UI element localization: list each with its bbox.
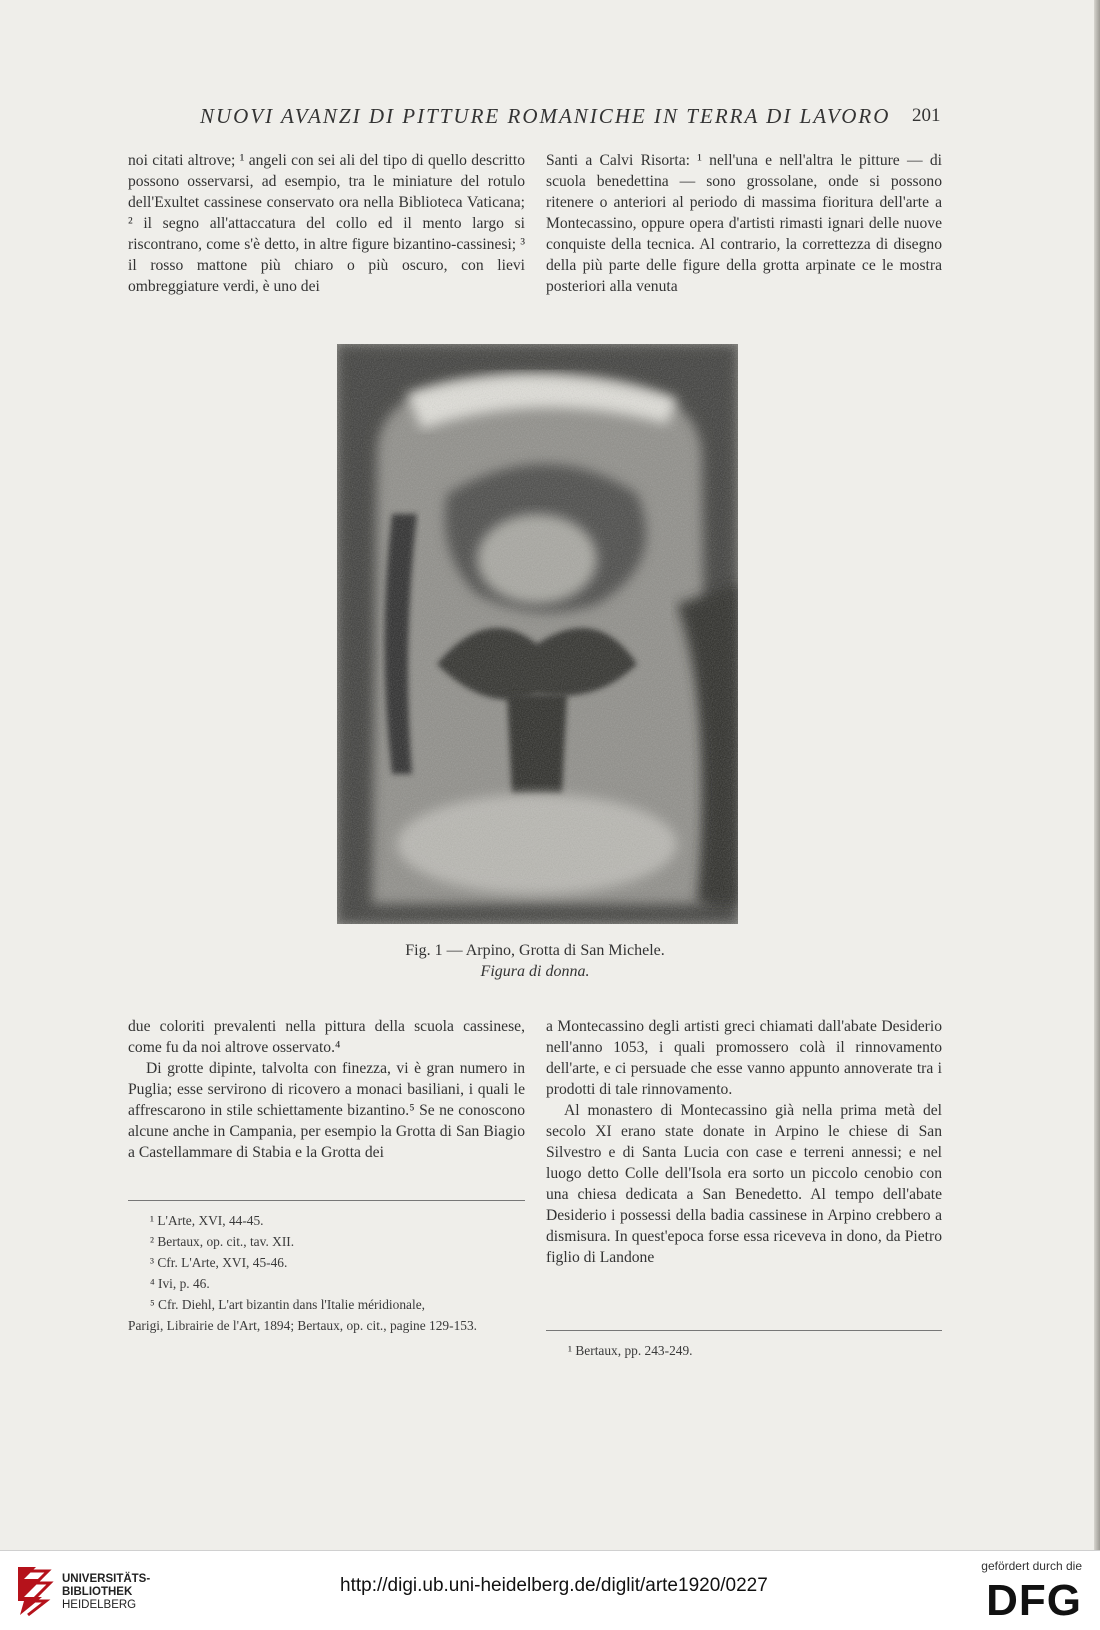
paragraph: Al monastero di Montecassino già nella prima metà del secolo XI erano state donate in Arpino le chiese di San Silvestro e di Santa Lucia con case e terreni annessi; e nel luogo detto Colle dell'Isola era sorto un piccolo cenobio con una chiesa dedicata a San Benedetto. Al tempo dell'abate Desiderio i possessi della badia cassinese in Arpino crebbero a dismisura. In quest'epoca forse essa riceveva in dono, da Pietro figlio di Landone [546, 1102, 942, 1266]
paragraph: Di grotte dipinte, talvolta con finezza, vi è gran numero in Puglia; esse servirono di ricovero a monaci basiliani, i quali le affrescarono in stile schiettamente bizantino.⁵ Se ne conoscono alcune anche in Campania, per esempio la Grotta di San Biagio a Castellammare di Stabia e la Grotta dei [128, 1060, 525, 1161]
page-edge-shadow [1094, 0, 1100, 1550]
bottom-left-column [128, 1016, 525, 1163]
footnote: ² Bertaux, op. cit., tav. XII. [150, 1234, 295, 1249]
library-line: UNIVERSITÄTS- [62, 1573, 151, 1585]
footnote-continuation: Parigi, Librairie de l'Art, 1894; Bertaux, op. cit., pagine 129-153. [128, 1318, 477, 1333]
footnote: ⁵ Cfr. Diehl, L'art bizantin dans l'Italie méridionale, [150, 1297, 425, 1312]
top-left-column [128, 150, 525, 297]
library-logo-icon [14, 1561, 54, 1617]
page-number: 201 [912, 105, 941, 126]
paragraph: Santi a Calvi Risorta: ¹ nell'una e nell'altra le pitture — di scuola benedettina — sono grossolane, onde si possono ritenere o anteriori al periodo di massima fioritura dell'arte a Montecassino, oppure opera d'artisti rimasti ignari delle nuove conquiste della tecnica. Al contrario, la correttezza di disegno della più parte delle figure della grotta arpinate ce le mostra posteriori alla venuta [546, 152, 942, 295]
footnotes-left [128, 1210, 525, 1336]
funder-label: gefördert durch die [981, 1559, 1082, 1573]
figure-subcaption: Figura di donna. [480, 963, 590, 980]
footnote-rule-right [546, 1330, 942, 1331]
paragraph: due coloriti prevalenti nella pittura della scuola cassinese, come fu da noi altrove osservato.⁴ [128, 1018, 525, 1056]
library-line: HEIDELBERG [62, 1599, 137, 1611]
footnote: ¹ L'Arte, XVI, 44-45. [150, 1213, 264, 1228]
library-name [62, 1573, 150, 1612]
footnotes-right [546, 1340, 942, 1361]
bottom-right-column [546, 1016, 942, 1268]
running-title: NUOVI AVANZI DI PITTURE ROMANICHE IN TERRA DI LAVORO [200, 104, 891, 128]
fresco-image [337, 344, 738, 924]
footnote-rule-left [128, 1200, 525, 1201]
permalink-url[interactable]: http://digi.ub.uni-heidelberg.de/diglit/arte1920/0227 [340, 1575, 768, 1596]
paragraph: noi citati altrove; ¹ angeli con sei ali del tipo di quello descritto possono osservarsi, ad esempio, tra le miniature del rotulo dell'Exultet cassinese conservato ora nella Biblioteca Vaticana; ² il segno all'attaccatura del collo ed il mento largo si riscontrano, come s'è detto, in altre figure bizantino-cassinesi; ³ il rosso mattone più chiaro o più oscuro, con lievi ombreggiature verdi, è uno dei [128, 152, 525, 295]
footnote: ⁴ Ivi, p. 46. [150, 1276, 210, 1291]
paragraph: a Montecassino degli artisti greci chiamati dall'abate Desiderio nell'anno 1053, i quali promossero colà il rinnovamento dell'arte, e ci persuade che esse vanno appunto annoverate tra i prodotti di tale rinnovamento. [546, 1018, 942, 1098]
top-right-column [546, 150, 942, 297]
footnote: ¹ Bertaux, pp. 243-249. [568, 1343, 693, 1358]
figure-caption: Fig. 1 — Arpino, Grotta di San Michele. [405, 942, 665, 959]
dfg-logo: DFG [986, 1576, 1082, 1625]
viewer-footer [0, 1550, 1100, 1630]
figure-photograph [337, 344, 738, 924]
library-line: BIBLIOTHEK [62, 1586, 133, 1598]
footnote: ³ Cfr. L'Arte, XVI, 45-46. [150, 1255, 288, 1270]
